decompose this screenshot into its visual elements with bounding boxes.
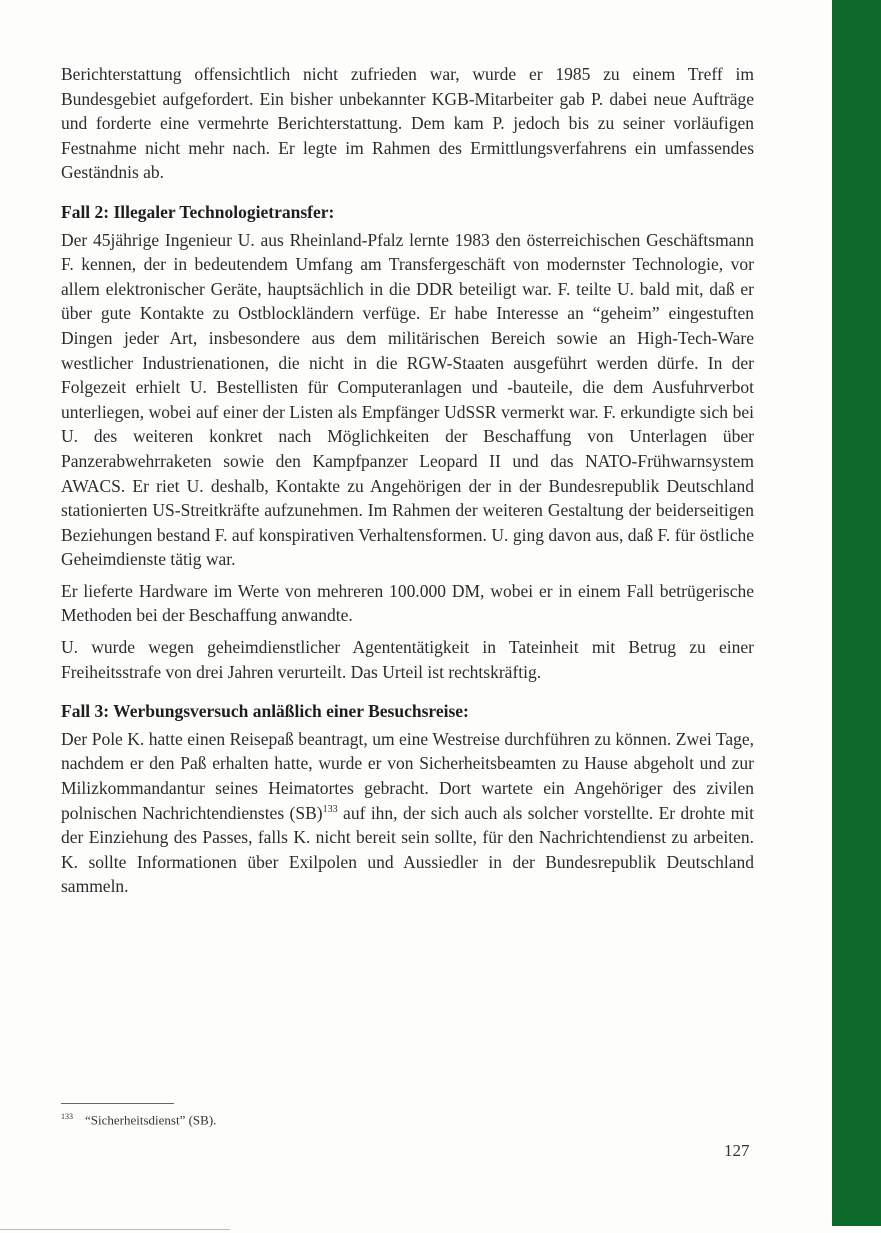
page-number: 127	[724, 1141, 750, 1160]
edge-green-bar	[832, 0, 881, 1226]
case-2-paragraph-3: U. wurde wegen geheimdienstlicher Agententätigkeit in Tateinheit mit Betrug zu einer Freiheitsstrafe von drei Jahren verurteilt. Das Urteil ist rechtskräftig.	[61, 637, 754, 682]
case-2-heading: Fall 2: Illegaler Technologietransfer:	[61, 201, 335, 222]
case-3-heading: Fall 3: Werbungsversuch anläßlich einer Besuchsreise:	[61, 701, 469, 722]
case-3-paragraph	[61, 727, 754, 899]
case-3-text-start: Der Pole K. hatte einen Reisepaß beantragt, um eine Westreise durchführen zu können. Zwei Tage, nachdem er den Paß erhalten hatte, wurde er von Sicherheitsbeamten zu Hause abgeholt und zur Milizkommandantur seines Heimatortes gebracht. Dort wartete ein Angehöriger des zivilen polnischen Nachrichtendienstes (SB)	[61, 728, 754, 823]
footnote-number: 133	[61, 1112, 73, 1121]
footnote	[61, 1112, 216, 1128]
scan-bottom-edge	[0, 1229, 230, 1230]
body-text	[61, 62, 754, 899]
footnote-reference[interactable]: 133	[322, 803, 338, 815]
case-2-paragraph-1: Der 45jährige Ingenieur U. aus Rheinland-Pfalz lernte 1983 den österreichischen Geschäftsmann F. kennen, der in bedeutendem Umfang am Transfergeschäft von modernster Technologie, vor allem elektronischer Geräte, hauptsächlich in die DDR beteiligt war. F. teilte U. bald mit, daß er über gute Kontakte zu Ostblockländern verfüge. Er habe Interesse an “geheim” eingestuften Dingen jeder Art, insbesondere aus dem militärischen Bereich sowie an High-Tech-Ware westlicher Industrienationen, die nicht in die RGW-Staaten ausgeführt werden dürfe. In der Folgezeit erhielt U. Bestellisten für Computeranlagen und -bauteile, die dem Ausfuhrverbot unterliegen, wobei auf einer der Listen als Empfänger UdSSR vermerkt war. F. erkundigte sich bei U. des weiteren konkret nach Möglichkeiten der Beschaffung von Unterlagen über Panzerabwehrraketen sowie den Kampfpanzer Leopard II und das NATO-Frühwarnsystem AWACS. Er riet U. deshalb, Kontakte zu Angehörigen der in der Bundesrepublik Deutschland stationierten US-Streitkräfte aufzunehmen. Im Rahmen der weiteren Gestaltung der beiderseitigen Beziehungen bestand F. auf konspirativen Verhaltensformen. U. ging davon aus, daß F. für östliche Geheimdienste tätig war.	[61, 229, 754, 570]
intro-paragraph: Berichterstattung offensichtlich nicht zufrieden war, wurde er 1985 zu einem Treff im Bundesgebiet aufgefordert. Ein bisher unbekannter KGB-Mitarbeiter gab P. dabei neue Aufträge und forderte eine vermehrte Berichterstattung. Dem kam P. jedoch bis zu seiner vorläufigen Festnahme nicht mehr nach. Er legte im Rahmen des Ermittlungsverfahrens ein umfassendes Geständnis ab.	[61, 64, 754, 183]
footnote-text: “Sicherheitsdienst” (SB).	[85, 1112, 217, 1128]
footnote-divider	[61, 1103, 174, 1104]
case-3-text-end: auf ihn, der sich auch als solcher vorstellte. Er drohte mit der Einziehung des Passes, falls K. nicht bereit sein sollte, für den Nachrichtendienst zu arbeiten. K. sollte Informationen über Exilpolen und Aussiedler in der Bundesrepublik Deutschland sammeln.	[61, 802, 754, 897]
case-2-paragraph-2: Er lieferte Hardware im Werte von mehreren 100.000 DM, wobei er in einem Fall betrügerische Methoden bei der Beschaffung anwandte.	[61, 580, 754, 626]
